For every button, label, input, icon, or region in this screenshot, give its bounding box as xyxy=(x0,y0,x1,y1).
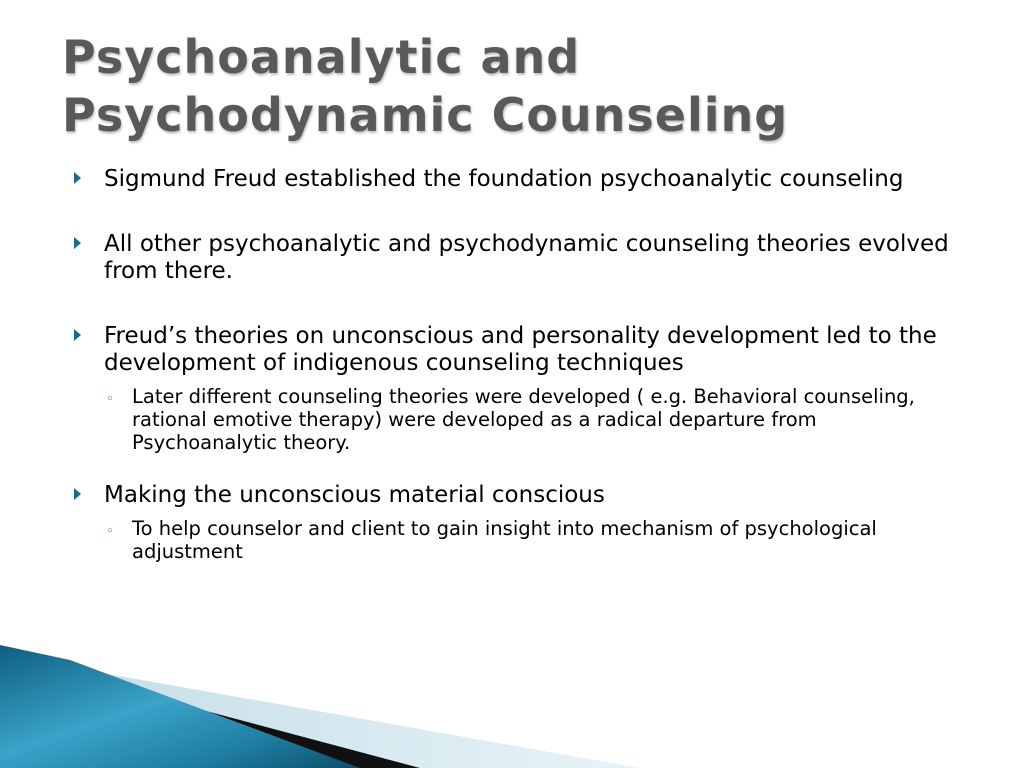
sub-bullet-text: Later different counseling theories were developed ( e.g. Behavioral counseling, rational emotive therapy) were developed as a radical departure from Psychoanalytic theory. xyxy=(132,385,915,454)
triangle-right-icon xyxy=(74,329,81,341)
ring-icon: ◦ xyxy=(106,524,114,539)
sub-bullet-text: To help counselor and client to gain insight into mechanism of psychological adjustment xyxy=(132,517,877,563)
slide-title: Psychoanalytic and Psychodynamic Counseling xyxy=(62,30,789,142)
sub-bullet-item xyxy=(104,385,954,454)
blue-wedge xyxy=(0,645,360,768)
triangle-right-icon xyxy=(74,172,81,184)
bullet-item xyxy=(74,166,954,193)
triangle-right-icon xyxy=(74,488,81,500)
bullet-text: Sigmund Freud established the foundation psychoanalytic counseling xyxy=(104,166,904,192)
ring-icon: ◦ xyxy=(106,392,114,407)
black-stripe xyxy=(15,660,420,768)
pale-stripe xyxy=(40,662,640,768)
bullet-text: Making the unconscious material conscious xyxy=(104,482,605,508)
triangle-right-icon xyxy=(74,237,81,249)
sub-bullet-item xyxy=(104,517,954,563)
bullet-text: Freud’s theories on unconscious and personality development led to the development of indigenous counseling techniques xyxy=(104,323,937,376)
bullet-text: All other psychoanalytic and psychodynamic counseling theories evolved from there. xyxy=(104,231,949,284)
bullet-item xyxy=(74,323,954,454)
bullet-list xyxy=(74,166,954,601)
bullet-item xyxy=(74,231,954,285)
bullet-item xyxy=(74,482,954,563)
